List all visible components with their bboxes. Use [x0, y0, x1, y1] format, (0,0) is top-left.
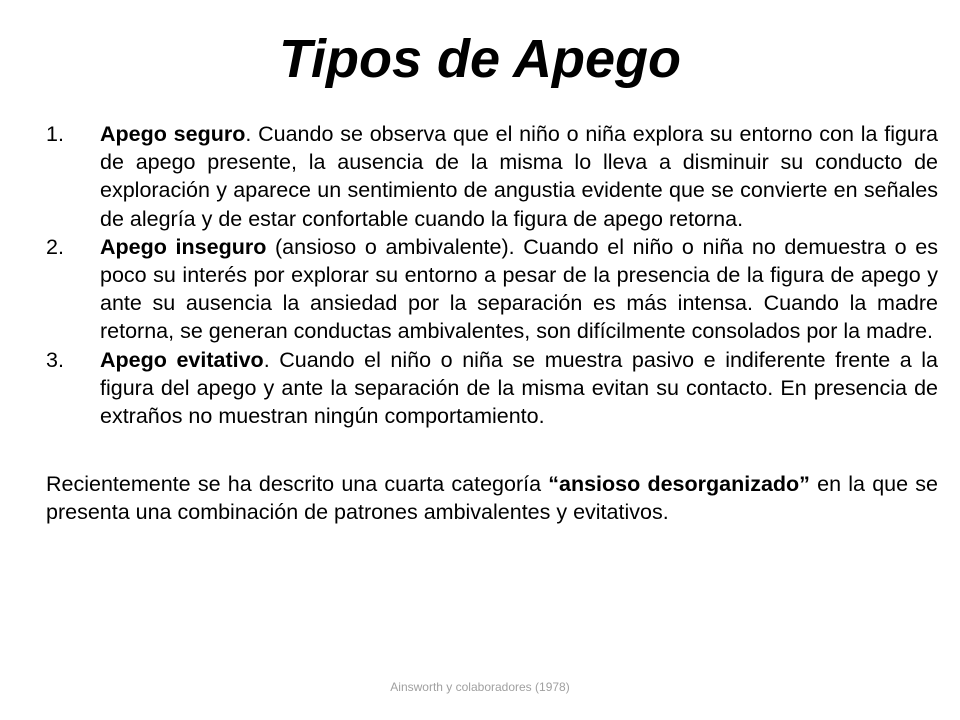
- item-term: Apego seguro: [100, 122, 246, 146]
- attachment-types-list: [46, 120, 938, 430]
- item-term: Apego inseguro: [100, 234, 267, 259]
- slide-body: [46, 120, 938, 548]
- closing-text-before: Recientemente se ha descrito una cuarta categoría: [46, 472, 549, 497]
- list-item: [46, 346, 938, 431]
- item-number: 3.: [46, 347, 64, 372]
- closing-emphasis: “ansioso desorganizado”: [548, 472, 810, 497]
- item-number: 1.: [46, 122, 64, 146]
- closing-text-after: en la que se presenta una combinación de patrones ambivalentes y evitativos.: [46, 472, 938, 525]
- item-text: (ansioso o ambivalente). Cuando el niño o niña no demuestra o es poco su interés por explorar su entorno a pesar de la presencia de la figura de apego y ante su ausencia la ansiedad por la separación es más intensa. Cuando la madre retorna, se generan conductas ambivalentes, son difícilmente consolados por la madre.: [100, 234, 938, 344]
- list-item: [46, 120, 938, 233]
- list-item: [46, 233, 938, 346]
- item-text: . Cuando el niño o niña se muestra pasivo e indiferente frente a la figura del apego y ante la separación de la misma evitan su contacto. En presencia de extraños no muestran ningún comportamiento.: [100, 347, 938, 429]
- closing-paragraph: [46, 470, 938, 526]
- item-text: . Cuando se observa que el niño o niña explora su entorno con la figura de apego presente, la ausencia de la misma lo lleva a disminuir su conducto de exploración y aparece un sentimiento de angustia evidente que se convierte en señales de alegría y de estar confortable cuando la figura de apego retorna.: [100, 122, 938, 231]
- footer-citation: Ainsworth y colaboradores (1978): [390, 680, 570, 694]
- slide-title: Tipos de Apego: [278, 29, 682, 89]
- item-number: 2.: [46, 234, 64, 259]
- item-term: Apego evitativo: [100, 347, 264, 372]
